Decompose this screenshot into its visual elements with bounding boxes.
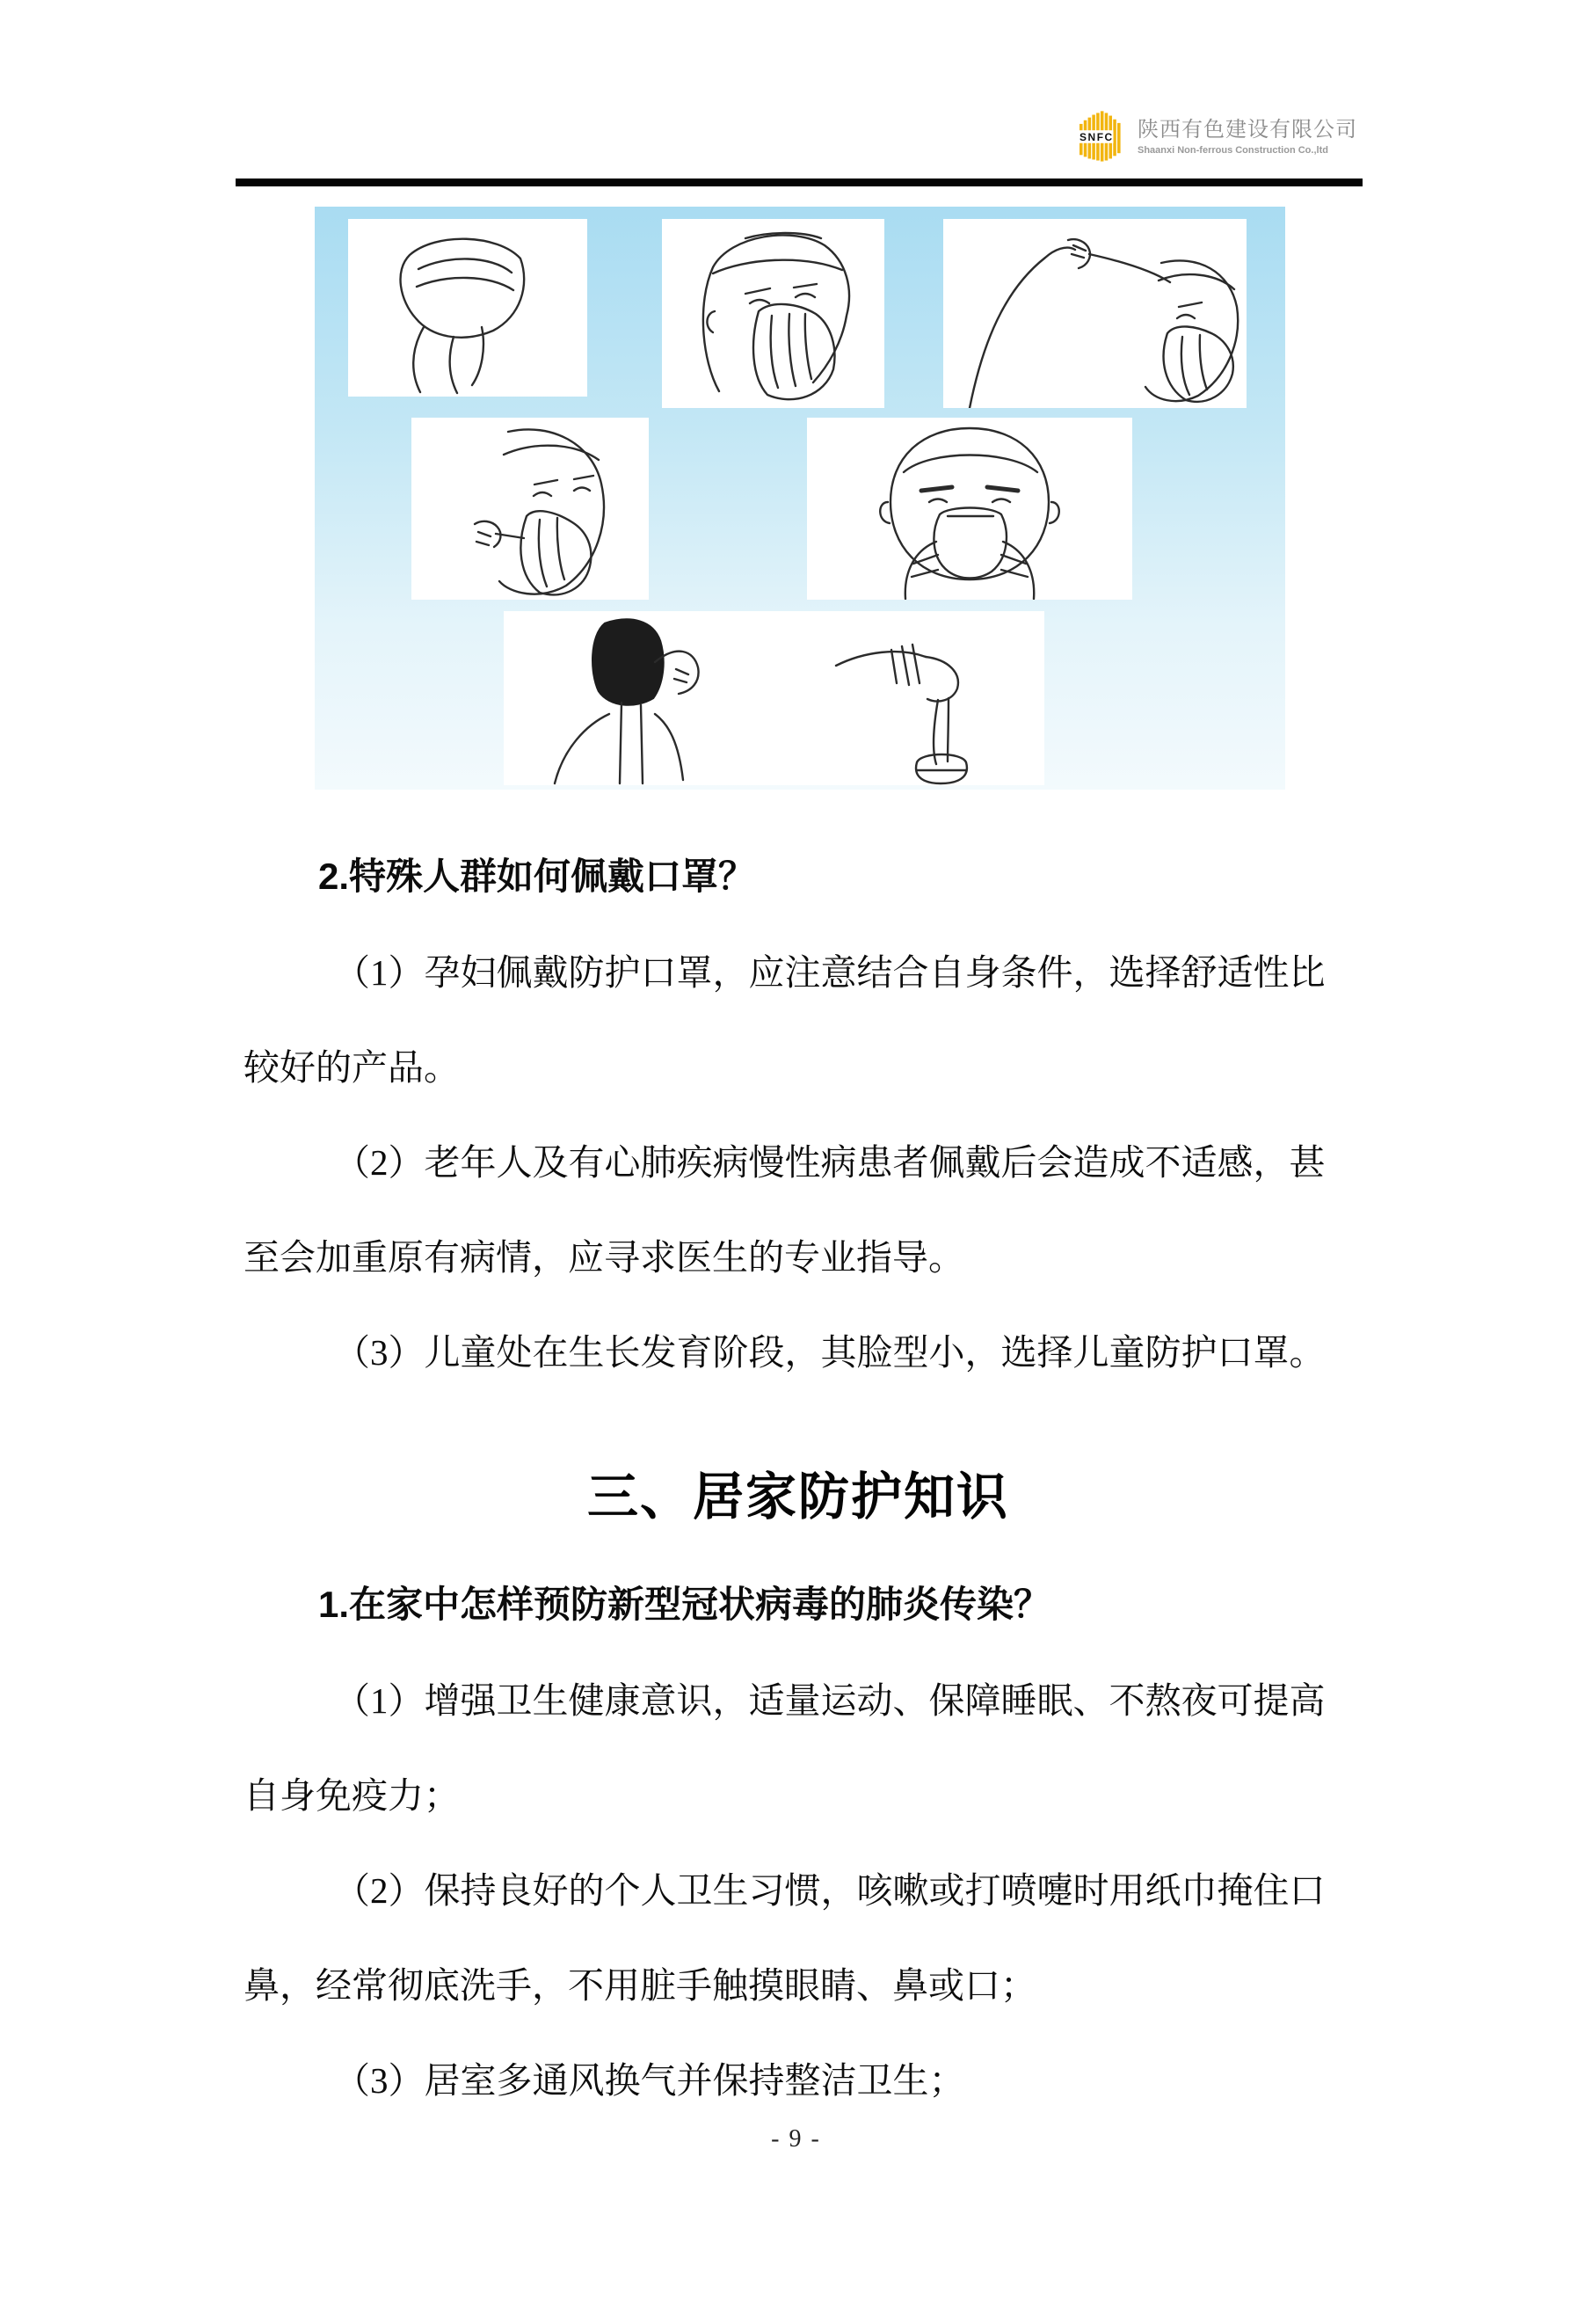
snfc-logo-icon xyxy=(1080,111,1125,164)
company-name-zh: 陕西有色建设有限公司 xyxy=(1138,117,1357,142)
paragraph-line: （1）孕妇佩戴防护口罩，应注意结合自身条件，选择舒适性比 xyxy=(334,951,1326,993)
figure-panel-adjust-ear-strap xyxy=(411,418,649,600)
paragraph-line: （2）老年人及有心肺疾病慢性病患者佩戴后会造成不适感，甚 xyxy=(334,1141,1326,1183)
company-name-en: Shaanxi Non-ferrous Construction Co.,ltd xyxy=(1138,145,1328,157)
section-home-prevention xyxy=(244,1555,1353,2124)
section-special-groups xyxy=(244,827,1353,1396)
paragraph-line: 至会加重原有病情，应寻求医生的专业指导。 xyxy=(244,1236,964,1278)
paragraph-line: （3）居室多通风换气并保持整洁卫生； xyxy=(334,2059,965,2101)
header-divider xyxy=(236,178,1363,186)
figure-panel-hold-mask xyxy=(348,219,587,397)
figure-panel-pinch-nose-clip xyxy=(807,418,1132,600)
paragraph-line: （2）保持良好的个人卫生习惯，咳嗽或打喷嚏时用纸巾掩住口 xyxy=(334,1869,1326,1911)
mask-wearing-instructions-figure xyxy=(315,207,1285,790)
section-heading-special-groups: 2.特殊人群如何佩戴口罩？ xyxy=(318,856,756,897)
chapter-heading-home-protection: 三、居家防护知识 xyxy=(586,1468,1009,1526)
page-number: - 9 - xyxy=(771,2125,821,2153)
paragraph-line: 自身免疫力； xyxy=(244,1774,460,1816)
snfc-logo-text: SNFC xyxy=(1080,131,1114,144)
figure-panel-tie-straps-and-hold-mask xyxy=(504,611,1044,785)
figure-panel-cover-mouth-nose xyxy=(662,219,884,408)
section-heading-home-prevention: 1.在家中怎样预防新型冠状病毒的肺炎传染？ xyxy=(318,1584,1051,1625)
paragraph-line: 鼻，经常彻底洗手，不用脏手触摸眼睛、鼻或口； xyxy=(244,1964,1036,2006)
figure-panel-pull-top-strap xyxy=(943,219,1247,408)
company-logo xyxy=(1080,111,1357,164)
paragraph-line: （3）儿童处在生长发育阶段，其脸型小，选择儿童防护口罩。 xyxy=(334,1331,1326,1373)
paragraph-line: 较好的产品。 xyxy=(244,1046,460,1088)
paragraph-line: （1）增强卫生健康意识，适量运动、保障睡眠、不熬夜可提高 xyxy=(334,1679,1326,1721)
